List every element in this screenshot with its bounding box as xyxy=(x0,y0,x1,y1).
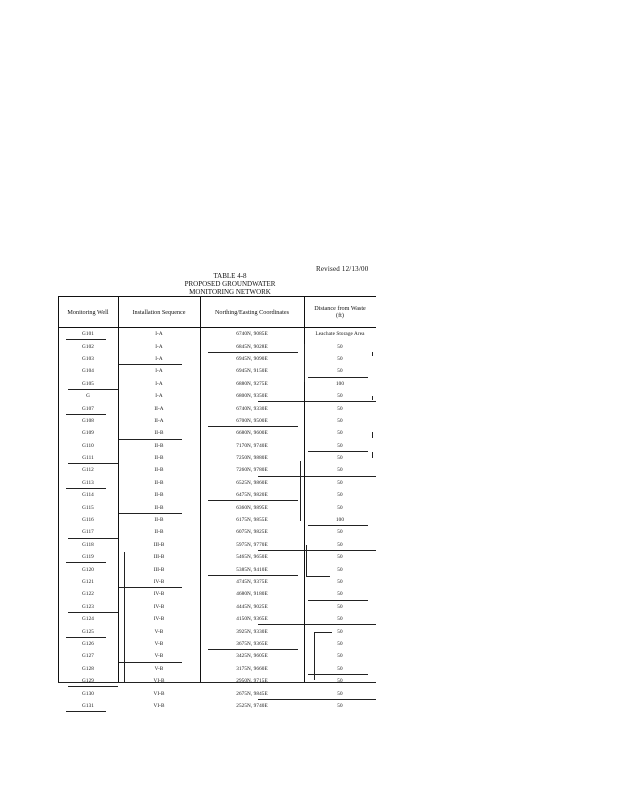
well-id-cell: G103 xyxy=(82,355,94,362)
table-row xyxy=(58,613,376,625)
well-id-cell: G125 xyxy=(82,628,94,635)
table-row xyxy=(58,328,376,340)
distance-cell: 50 xyxy=(337,579,343,585)
coordinates-cell: 5975N, 9770E xyxy=(236,541,268,548)
distance-cell: 50 xyxy=(337,554,343,561)
distance-cell: 50 xyxy=(337,479,343,486)
installation-sequence-cell: II-B xyxy=(154,492,164,499)
table-row xyxy=(58,452,376,464)
table-row xyxy=(58,576,376,588)
table-row xyxy=(58,700,376,712)
installation-sequence-cell: V-B xyxy=(154,628,164,635)
table-row xyxy=(58,365,376,377)
distance-cell: 100 xyxy=(335,517,345,524)
table-row xyxy=(58,539,376,551)
well-id-cell: G131 xyxy=(82,702,94,709)
distance-cell: 50 xyxy=(337,455,343,462)
coordinates-cell: 6075N, 9825E xyxy=(236,529,268,536)
bracket-mark xyxy=(306,576,330,577)
installation-sequence-cell: II-A xyxy=(154,417,164,424)
header-distance xyxy=(304,297,376,327)
installation-sequence-cell: II-B xyxy=(154,467,164,474)
table-number: TABLE 4-8 xyxy=(213,272,247,280)
well-id-cell: G121 xyxy=(82,579,94,585)
well-id-cell: G119 xyxy=(82,554,94,561)
table-title-line-2: MONITORING NETWORK xyxy=(189,288,271,296)
table-row xyxy=(58,477,376,489)
coordinates-cell: 7170N, 9740E xyxy=(236,442,268,449)
installation-sequence-cell: II-A xyxy=(154,405,164,412)
coordinates-cell: 2525N, 9740E xyxy=(236,702,268,709)
well-id-cell: G104 xyxy=(82,368,94,375)
coordinates-cell: 4150N, 9365E xyxy=(236,616,268,623)
well-id-cell: G124 xyxy=(82,616,94,623)
installation-sequence-cell: V-B xyxy=(154,665,164,672)
header-distance-line-2: (ft) xyxy=(336,312,344,319)
coordinates-cell: 3175N, 9660E xyxy=(236,665,268,672)
monitoring-network-table xyxy=(58,296,376,712)
installation-sequence-cell: III-B xyxy=(153,541,165,548)
coordinates-cell: 4745N, 9375E xyxy=(236,579,268,585)
installation-sequence-cell: I-A xyxy=(155,393,163,400)
distance-cell: 50 xyxy=(337,702,343,709)
installation-sequence-cell: VI-B xyxy=(153,702,165,709)
coordinates-cell: 6175N, 9855E xyxy=(236,517,268,524)
well-id-cell: G107 xyxy=(82,405,94,412)
table-row xyxy=(58,353,376,365)
installation-sequence-cell: V-B xyxy=(154,653,164,660)
table-row xyxy=(58,638,376,650)
well-id-cell: G112 xyxy=(82,467,94,474)
coordinates-cell: 6800N, 9350E xyxy=(236,393,268,400)
well-id-cell: G102 xyxy=(82,343,94,350)
scan-mark xyxy=(372,352,373,356)
installation-sequence-cell: V-B xyxy=(154,640,164,647)
installation-sequence-cell: I-A xyxy=(155,368,163,375)
well-id-cell: G109 xyxy=(82,430,94,437)
distance-cell: 50 xyxy=(337,628,343,635)
coordinates-cell: 3925N, 9330E xyxy=(236,628,268,635)
table-row xyxy=(58,514,376,526)
well-id-cell: G127 xyxy=(82,653,94,660)
coordinates-cell: 7250N, 9880E xyxy=(236,455,268,462)
table-bottom-rule xyxy=(58,682,376,683)
installation-sequence-cell: IV-B xyxy=(153,603,165,610)
well-id-cell: G122 xyxy=(82,591,94,598)
installation-sequence-cell: II-B xyxy=(154,430,164,437)
column-divider-1 xyxy=(118,296,119,682)
scan-mark xyxy=(372,452,373,458)
distance-cell: 50 xyxy=(337,467,343,474)
well-id-cell: G126 xyxy=(82,640,94,647)
table-title-block xyxy=(130,272,330,296)
distance-cell: 50 xyxy=(337,405,343,412)
distance-cell: 50 xyxy=(337,653,343,660)
distance-cell: 50 xyxy=(337,603,343,610)
scan-mark xyxy=(372,432,373,438)
well-id-cell: G123 xyxy=(82,603,94,610)
distance-cell: 50 xyxy=(337,566,343,573)
coordinates-cell: 6945N, 9150E xyxy=(236,368,268,375)
row-rule xyxy=(66,711,106,712)
well-id-cell: G117 xyxy=(82,529,94,536)
well-id-cell: G xyxy=(86,393,90,400)
installation-sequence-cell: I-A xyxy=(155,343,163,350)
coordinates-cell: 6845N, 9028E xyxy=(236,343,268,350)
well-id-cell: G111 xyxy=(82,455,94,462)
installation-sequence-cell: I-A xyxy=(155,331,163,338)
installation-sequence-cell: IV-B xyxy=(153,579,165,585)
well-id-cell: G128 xyxy=(82,665,94,672)
installation-sequence-cell: II-B xyxy=(154,479,164,486)
table-row xyxy=(58,390,376,402)
bracket-mark xyxy=(314,632,332,633)
coordinates-cell: 6680N, 9600E xyxy=(236,430,268,437)
well-id-cell: G114 xyxy=(82,492,94,499)
column-divider-2 xyxy=(200,296,201,682)
well-id-cell: G101 xyxy=(82,331,94,338)
bracket-mark xyxy=(304,344,305,382)
coordinates-cell: 6525N, 9860E xyxy=(236,479,268,486)
installation-sequence-cell: III-B xyxy=(153,554,165,561)
distance-cell: 50 xyxy=(337,368,343,375)
table-row xyxy=(58,526,376,538)
installation-sequence-cell: VI-B xyxy=(153,690,165,697)
coordinates-cell: 6360N, 9895E xyxy=(236,504,268,511)
well-id-cell: G130 xyxy=(82,690,94,697)
installation-sequence-cell: II-B xyxy=(154,517,164,524)
table-row xyxy=(58,563,376,575)
coordinates-cell: 6700N, 9500E xyxy=(236,417,268,424)
coordinates-cell: 6475N, 9820E xyxy=(236,492,268,499)
table-row xyxy=(58,663,376,675)
distance-cell: 50 xyxy=(337,529,343,536)
table-row xyxy=(58,415,376,427)
coordinates-cell: 6945N, 9090E xyxy=(236,355,268,362)
table-row xyxy=(58,340,376,352)
installation-sequence-cell: IV-B xyxy=(153,616,165,623)
distance-cell: 50 xyxy=(337,393,343,400)
distance-cell: 50 xyxy=(337,591,343,598)
distance-cell: 50 xyxy=(337,541,343,548)
well-id-cell: G115 xyxy=(82,504,94,511)
table-title-line-1: PROPOSED GROUNDWATER xyxy=(184,280,276,288)
well-id-cell: G108 xyxy=(82,417,94,424)
coordinates-cell: 6740N, 9330E xyxy=(236,405,268,412)
revised-date: Revised 12/13/00 xyxy=(316,265,369,273)
table-row xyxy=(58,687,376,699)
bracket-mark xyxy=(306,545,307,577)
coordinates-cell: 5465N, 9650E xyxy=(236,554,268,561)
distance-cell: 50 xyxy=(337,640,343,647)
coordinates-cell: 2675N, 9845E xyxy=(236,690,268,697)
distance-cell: 50 xyxy=(337,504,343,511)
well-id-cell: G118 xyxy=(82,541,94,548)
installation-sequence-cell: II-B xyxy=(154,529,164,536)
table-header-row xyxy=(58,296,376,328)
header-distance-subheading: Leachate Storage Area xyxy=(315,331,365,338)
scan-mark xyxy=(372,396,373,400)
installation-sequence-cell: II-B xyxy=(154,504,164,511)
installation-sequence-cell: IV-B xyxy=(153,591,165,598)
well-id-cell: G113 xyxy=(82,479,94,486)
coordinates-cell: 5385N, 9410E xyxy=(236,566,268,573)
installation-sequence-cell: I-A xyxy=(155,355,163,362)
distance-cell: 50 xyxy=(337,430,343,437)
distance-cell: 50 xyxy=(337,665,343,672)
coordinates-cell: 3425N, 9605E xyxy=(236,653,268,660)
table-row xyxy=(58,551,376,563)
table-row xyxy=(58,402,376,414)
well-id-cell: G116 xyxy=(82,517,94,524)
distance-cell: 50 xyxy=(337,442,343,449)
header-distance-line-1: Distance from Waste xyxy=(314,305,366,312)
coordinates-cell: 4445N, 9025E xyxy=(236,603,268,610)
well-id-cell: G120 xyxy=(82,566,94,573)
table-left-border xyxy=(58,296,59,682)
distance-cell: 50 xyxy=(337,492,343,499)
installation-sequence-cell: II-B xyxy=(154,455,164,462)
coordinates-cell: 6740N, 9085E xyxy=(236,331,268,338)
coordinates-cell: 7260N, 9780E xyxy=(236,467,268,474)
distance-cell: 50 xyxy=(337,690,343,697)
table-body xyxy=(58,328,376,712)
header-coordinates: Northing/Easting Coordinates xyxy=(214,308,290,316)
installation-sequence-cell: III-B xyxy=(153,566,165,573)
distance-cell: 50 xyxy=(337,616,343,623)
coordinates-cell: 6880N, 9275E xyxy=(236,380,268,387)
table-row xyxy=(58,427,376,439)
coordinates-cell: 4680N, 9180E xyxy=(236,591,268,598)
table-row xyxy=(58,489,376,501)
well-id-cell: G110 xyxy=(82,442,94,449)
distance-cell: 50 xyxy=(337,343,343,350)
bracket-mark xyxy=(314,632,315,680)
table-row xyxy=(58,464,376,476)
distance-cell: 100 xyxy=(335,380,345,387)
table-row xyxy=(58,650,376,662)
bracket-mark xyxy=(124,552,125,682)
header-installation-sequence: Installation Sequence xyxy=(132,308,186,316)
table-row xyxy=(58,501,376,513)
well-id-cell: G105 xyxy=(82,380,94,387)
table-row xyxy=(58,378,376,390)
table-row xyxy=(58,601,376,613)
header-monitoring-well: Monitoring Well xyxy=(67,308,109,316)
table-row xyxy=(58,588,376,600)
distance-cell: 50 xyxy=(337,355,343,362)
coordinates-cell: 3675N, 9365E xyxy=(236,640,268,647)
distance-cell: 50 xyxy=(337,417,343,424)
installation-sequence-cell: II-B xyxy=(154,442,164,449)
bracket-mark xyxy=(300,461,301,521)
installation-sequence-cell: I-A xyxy=(155,380,163,387)
table-row xyxy=(58,440,376,452)
